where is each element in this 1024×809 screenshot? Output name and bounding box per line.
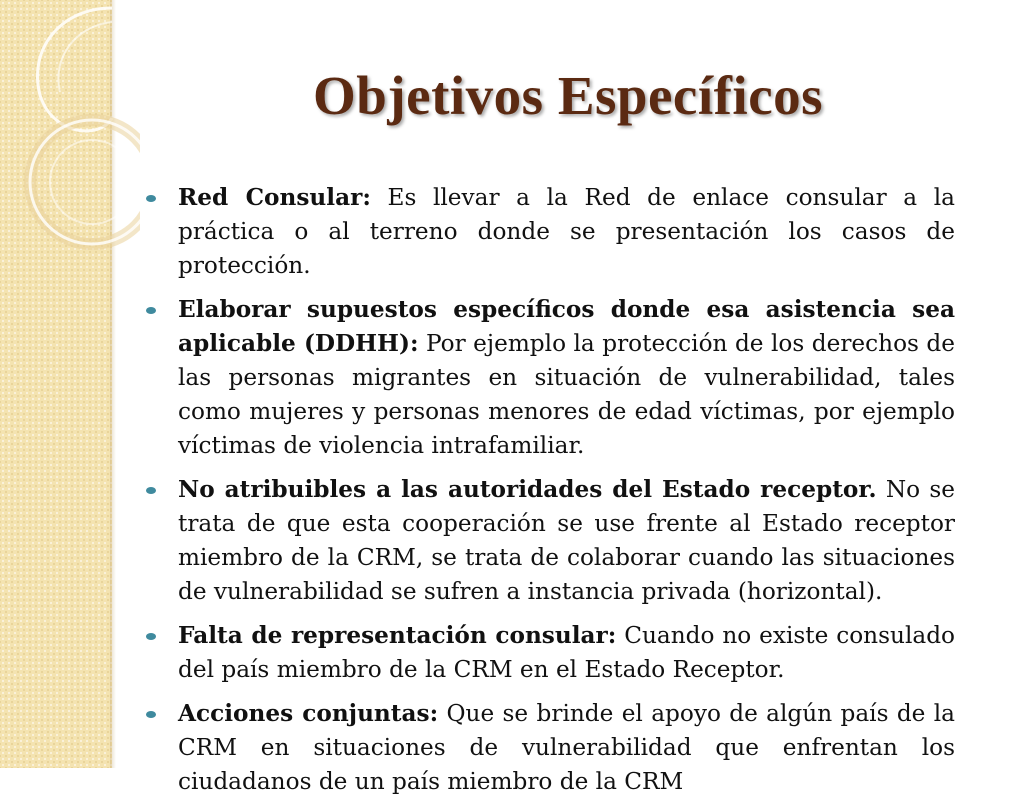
item-lead: Red Consular: (178, 184, 371, 211)
list-item (138, 293, 955, 463)
item-text: Es llevar a la Red de enlace consular a la práctica o al terreno donde se presentación los casos de protección. (178, 184, 955, 279)
item-text: Por ejemplo la protección de los derechos de las personas migrantes en situación de vulnerabilidad, tales como mujeres y personas menores de edad víctimas, por ejemplo víctimas de violencia intrafamiliar. (178, 330, 955, 459)
item-lead: Acciones conjuntas: (178, 700, 439, 727)
item-text: Cuando no existe consulado del país miembro de la CRM en el Estado Receptor. (178, 622, 955, 683)
list-item (138, 619, 955, 687)
item-text: Que se brinde el apoyo de algún país de la CRM en situaciones de vulnerabilidad que enfrentan los ciudadanos de un país miembro de la CRM (178, 700, 956, 795)
list-item (138, 697, 955, 799)
bullet-icon (146, 195, 156, 202)
slide-title: Objetivos Específicos (312, 65, 824, 126)
item-text: No se trata de que esta cooperación se use frente al Estado receptor miembro de la CRM, se trata de colaborar cuando las situaciones de vulnerabilidad se sufren a instancia privada (horizontal). (178, 476, 955, 605)
bullet-icon (146, 633, 156, 640)
item-lead: Elaborar supuestos específicos donde esa asistencia sea aplicable (DDHH): (178, 296, 955, 357)
bullet-icon (146, 307, 156, 314)
list-item (138, 473, 955, 609)
item-lead: Falta de representación consular: (178, 622, 617, 649)
bullet-icon (146, 487, 156, 494)
bullet-icon (146, 711, 156, 718)
item-lead: No atribuibles a las autoridades del Estado receptor. (178, 476, 877, 503)
list-item (138, 181, 955, 283)
decorative-swirl-graphic (0, 0, 140, 300)
objectives-list (138, 181, 955, 809)
